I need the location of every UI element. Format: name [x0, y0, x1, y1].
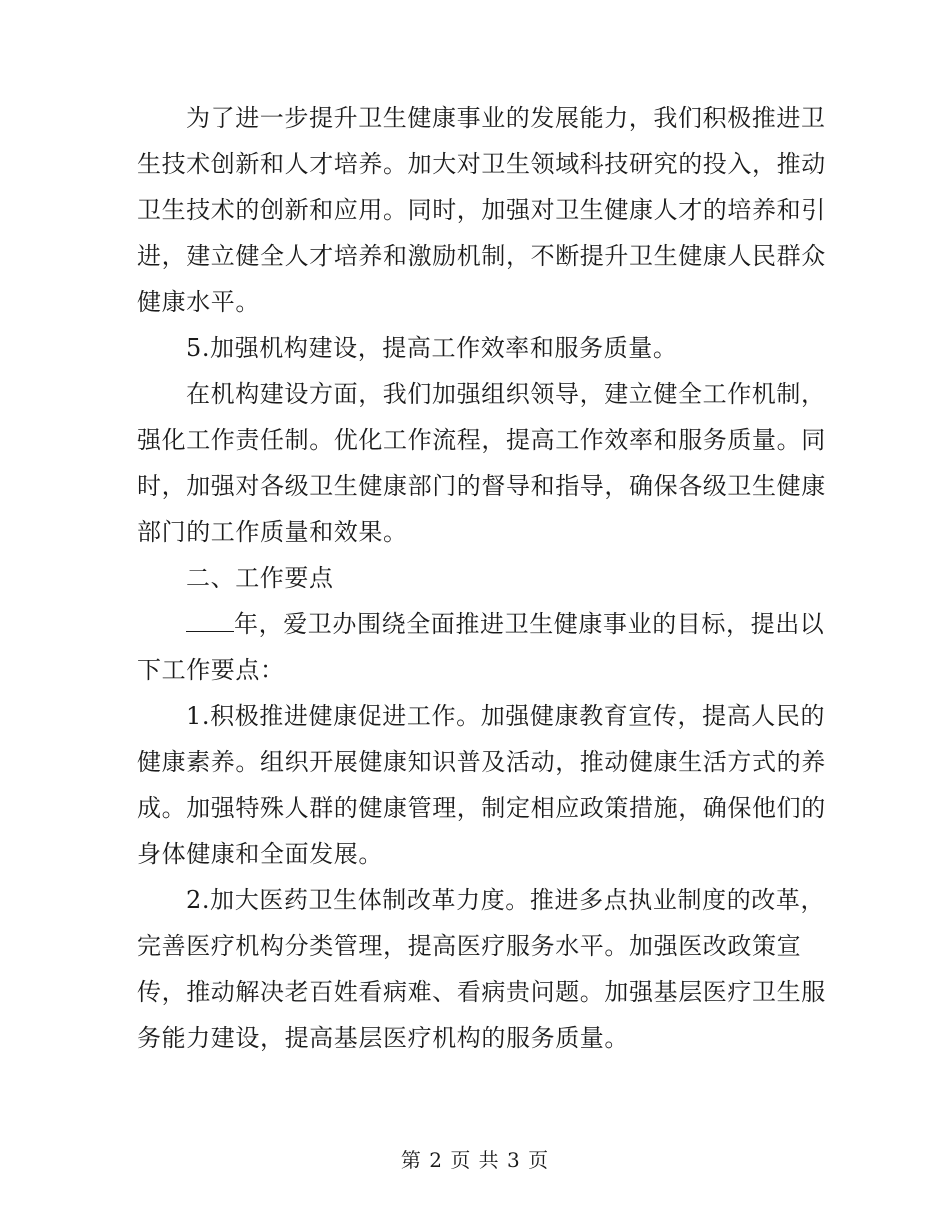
paragraph-line — [186, 609, 824, 639]
paragraph-line: 强化工作责任制。优化工作流程，提高工作效率和服务质量。同 — [137, 426, 826, 454]
paragraph-line: 健康素养。组织开展健康知识普及活动，推动健康生活方式的养 — [137, 748, 826, 776]
paragraph-line: 健康水平。 — [137, 288, 260, 316]
paragraph-line: 1.积极推进健康促进工作。加强健康教育宣传，提高人民的 — [186, 702, 826, 730]
page-number-footer: 第 2 页 共 3 页 — [400, 1148, 550, 1172]
paragraph-line: 进，建立健全人才培养和激励机制，不断提升卫生健康人民群众 — [137, 242, 826, 270]
paragraph-line: 生技术创新和人才培养。加大对卫生领域科技研究的投入，推动 — [137, 150, 826, 178]
paragraph-line: 身体健康和全面发展。 — [137, 840, 383, 868]
paragraph-line: 时，加强对各级卫生健康部门的督导和指导，确保各级卫生健康 — [137, 472, 826, 500]
paragraph-line: 成。加强特殊人群的健康管理，制定相应政策措施，确保他们的 — [137, 794, 826, 822]
paragraph-line: 在机构建设方面，我们加强组织领导，建立健全工作机制， — [186, 380, 826, 408]
paragraph-line-text: 年，爱卫办围绕全面推进卫生健康事业的目标，提出以 — [234, 610, 825, 638]
section-heading: 5.加强机构建设，提高工作效率和服务质量。 — [186, 334, 678, 362]
paragraph-line: 务能力建设，提高基层医疗机构的服务质量。 — [137, 1024, 629, 1052]
paragraph-line: 下工作要点： — [137, 656, 285, 684]
paragraph-line: 部门的工作质量和效果。 — [137, 518, 408, 546]
paragraph-line: 卫生技术的创新和应用。同时，加强对卫生健康人才的培养和引 — [137, 196, 826, 224]
paragraph-line: 2.加大医药卫生体制改革力度。推进多点执业制度的改革， — [186, 886, 826, 914]
paragraph-line: 为了进一步提升卫生健康事业的发展能力，我们积极推进卫 — [186, 104, 826, 132]
paragraph-line: 完善医疗机构分类管理，提高医疗服务水平。加强医改政策宣 — [137, 932, 802, 960]
section-heading: 二、工作要点 — [186, 564, 334, 592]
paragraph-line: 传，推动解决老百姓看病难、看病贵问题。加强基层医疗卫生服 — [137, 978, 826, 1006]
year-blank — [186, 609, 234, 632]
